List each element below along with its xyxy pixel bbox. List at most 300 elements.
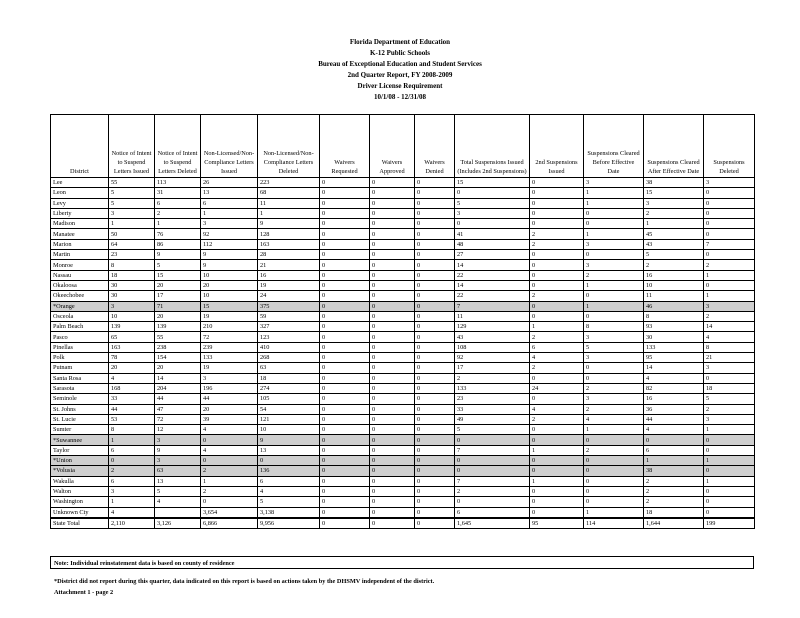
value-cell: 3 [455, 208, 530, 218]
value-cell: 18 [258, 373, 320, 383]
district-cell: *Orange [51, 301, 109, 311]
value-cell: 0 [370, 353, 415, 363]
value-cell [155, 507, 201, 518]
district-cell: Lee [51, 178, 109, 188]
value-cell: 5 [455, 198, 530, 208]
value-cell: 0 [584, 363, 644, 373]
district-cell: *Volusia [51, 466, 109, 476]
value-cell: 199 [704, 518, 755, 529]
value-cell: 44 [109, 404, 155, 414]
col-district: District [51, 115, 109, 178]
value-cell: 16 [644, 270, 704, 280]
value-cell: 0 [370, 383, 415, 393]
value-cell: 9 [258, 219, 320, 229]
value-cell: 5 [109, 198, 155, 208]
value-cell: 55 [109, 178, 155, 188]
table-row [51, 270, 755, 280]
value-cell: 0 [415, 342, 455, 352]
value-cell: 63 [258, 363, 320, 373]
value-cell: 2 [455, 373, 530, 383]
value-cell: 24 [530, 383, 584, 393]
value-cell: 3 [584, 394, 644, 404]
total-row [51, 518, 755, 529]
value-cell: 8 [644, 311, 704, 321]
value-cell: 0 [415, 383, 455, 393]
value-cell: 0 [530, 456, 584, 466]
value-cell: 0 [415, 353, 455, 363]
value-cell: 0 [415, 198, 455, 208]
district-cell: Palm Beach [51, 322, 109, 332]
value-cell: 0 [704, 219, 755, 229]
value-cell: 0 [320, 466, 370, 476]
value-cell: 0 [320, 260, 370, 270]
value-cell: 0 [320, 342, 370, 352]
value-cell: 30 [109, 291, 155, 301]
value-cell: 0 [415, 373, 455, 383]
value-cell: 0 [320, 178, 370, 188]
value-cell: 23 [455, 394, 530, 404]
value-cell: 39 [201, 414, 258, 424]
value-cell: 11 [644, 291, 704, 301]
district-cell: Pasco [51, 332, 109, 342]
value-cell: 15 [155, 270, 201, 280]
value-cell: 0 [320, 363, 370, 373]
value-cell: 0 [415, 229, 455, 239]
value-cell: 65 [109, 332, 155, 342]
value-cell: 1 [530, 322, 584, 332]
value-cell: 18 [109, 270, 155, 280]
value-cell: 13 [201, 188, 258, 198]
value-cell: 0 [370, 188, 415, 198]
value-cell: 30 [109, 280, 155, 290]
value-cell: 5 [704, 394, 755, 404]
col-waivers-approved: Waivers Approved [370, 115, 415, 178]
value-cell: 6 [644, 445, 704, 455]
table-row [51, 229, 755, 239]
value-cell: 0 [415, 456, 455, 466]
value-cell: 30 [644, 332, 704, 342]
value-cell: 1 [258, 208, 320, 218]
value-cell: 5 [155, 486, 201, 496]
value-cell: 2 [584, 383, 644, 393]
value-cell: 123 [258, 332, 320, 342]
value-cell: 0 [530, 219, 584, 229]
value-cell: 1 [584, 198, 644, 208]
value-cell: 14 [704, 322, 755, 332]
value-cell: 0 [320, 394, 370, 404]
value-cell: 0 [370, 476, 415, 486]
value-cell: 45 [644, 229, 704, 239]
value-cell: 0 [704, 229, 755, 239]
table-row [51, 332, 755, 342]
value-cell: 59 [258, 311, 320, 321]
value-cell: 0 [415, 219, 455, 229]
value-cell: 7 [455, 476, 530, 486]
value-cell: 0 [704, 188, 755, 198]
value-cell: 0 [370, 507, 415, 518]
district-cell: Levy [51, 198, 109, 208]
value-cell: 0 [530, 435, 584, 445]
value-cell: 0 [320, 332, 370, 342]
district-cell: Leon [51, 188, 109, 198]
value-cell: 0 [201, 456, 258, 466]
value-cell: 95 [644, 353, 704, 363]
value-cell: 92 [455, 353, 530, 363]
value-cell: 0 [704, 507, 755, 518]
value-cell: 0 [320, 507, 370, 518]
district-cell: Marion [51, 239, 109, 249]
value-cell: 0 [415, 301, 455, 311]
value-cell: 0 [530, 373, 584, 383]
value-cell: 0 [370, 456, 415, 466]
value-cell: 0 [530, 270, 584, 280]
value-cell: 9 [155, 250, 201, 260]
col-waivers-denied: Waivers Denied [415, 115, 455, 178]
value-cell: 129 [455, 322, 530, 332]
district-cell: Monroe [51, 260, 109, 270]
value-cell: 46 [644, 301, 704, 311]
value-cell: 0 [530, 486, 584, 496]
value-cell: 0 [370, 239, 415, 249]
value-cell: 0 [320, 353, 370, 363]
value-cell: 0 [415, 486, 455, 496]
value-cell: 4 [201, 425, 258, 435]
value-cell: 3 [155, 456, 201, 466]
district-cell: St. Johns [51, 404, 109, 414]
value-cell: 93 [644, 322, 704, 332]
value-cell: 15 [455, 178, 530, 188]
value-cell: 163 [109, 342, 155, 352]
value-cell: 3 [109, 208, 155, 218]
value-cell: 0 [320, 208, 370, 218]
value-cell: 0 [704, 250, 755, 260]
value-cell: 6 [109, 445, 155, 455]
value-cell: 2 [155, 208, 201, 218]
value-cell: 121 [258, 414, 320, 424]
col-suspensions-deleted: Suspensions Deleted [704, 115, 755, 178]
value-cell: 1 [584, 425, 644, 435]
value-cell: 0 [370, 363, 415, 373]
value-cell: 2 [644, 497, 704, 507]
value-cell: 9,956 [258, 518, 320, 529]
value-cell: 64 [109, 239, 155, 249]
col-noncompliance-issued: Non-Licensed/Non-Compliance Letters Issued [201, 115, 258, 178]
value-cell: 3,126 [155, 518, 201, 529]
value-cell: 0 [370, 322, 415, 332]
value-cell: 0 [370, 250, 415, 260]
table-row [51, 383, 755, 393]
value-cell: 0 [704, 497, 755, 507]
value-cell: 17 [455, 363, 530, 373]
value-cell: 1,644 [644, 518, 704, 529]
value-cell: 1 [109, 497, 155, 507]
value-cell: 2 [530, 414, 584, 424]
value-cell: 5 [258, 497, 320, 507]
value-cell: 44 [644, 414, 704, 424]
value-cell: 0 [584, 291, 644, 301]
value-cell: 0 [415, 208, 455, 218]
value-cell: 0 [320, 518, 370, 529]
value-cell: 71 [155, 301, 201, 311]
table-row [51, 260, 755, 270]
col-notice-issued: Notice of Intent to Suspend Letters Issued [109, 115, 155, 178]
value-cell: 0 [320, 270, 370, 280]
value-cell: 7 [455, 445, 530, 455]
value-cell: 0 [415, 270, 455, 280]
table-row [51, 208, 755, 218]
value-cell: 36 [644, 404, 704, 414]
value-cell: 95 [530, 518, 584, 529]
value-cell: 210 [201, 322, 258, 332]
value-cell: 108 [455, 342, 530, 352]
value-cell: 0 [530, 250, 584, 260]
value-cell: 114 [584, 518, 644, 529]
value-cell: 3 [201, 219, 258, 229]
value-cell: 133 [455, 383, 530, 393]
value-cell: 2 [530, 291, 584, 301]
value-cell: 33 [455, 404, 530, 414]
value-cell: 1 [584, 280, 644, 290]
col-cleared-before: Suspensions Cleared Before Effective Date [584, 115, 644, 178]
value-cell: 0 [584, 456, 644, 466]
value-cell: 10 [109, 311, 155, 321]
district-cell: State Total [51, 518, 109, 529]
district-cell: Okaloosa [51, 280, 109, 290]
value-cell: 0 [370, 311, 415, 321]
value-cell: 0 [415, 445, 455, 455]
district-cell: Nassau [51, 270, 109, 280]
value-cell: 0 [415, 466, 455, 476]
value-cell: 0 [584, 435, 644, 445]
value-cell: 0 [370, 208, 415, 218]
table-row [51, 178, 755, 188]
value-cell: 0 [370, 445, 415, 455]
value-cell: 4 [258, 486, 320, 496]
table-row [51, 322, 755, 332]
value-cell: 16 [644, 394, 704, 404]
table-row [51, 363, 755, 373]
value-cell: 1 [644, 219, 704, 229]
value-cell: 3 [704, 301, 755, 311]
value-cell: 1 [704, 270, 755, 280]
district-cell: Sumter [51, 425, 109, 435]
value-cell: 12 [155, 425, 201, 435]
value-cell: 0 [370, 435, 415, 445]
value-cell: 10 [201, 270, 258, 280]
header-line-3: Bureau of Exceptional Education and Student Services [318, 60, 482, 68]
value-cell: 0 [320, 414, 370, 424]
value-cell: 0 [201, 435, 258, 445]
value-cell: 0 [584, 497, 644, 507]
value-cell: 7 [455, 301, 530, 311]
value-cell: 5 [584, 342, 644, 352]
value-cell: 0 [370, 414, 415, 424]
value-cell: 0 [415, 476, 455, 486]
value-cell: 31 [155, 188, 201, 198]
value-cell: 18 [644, 507, 704, 518]
value-cell: 8 [584, 322, 644, 332]
value-cell: 2 [530, 229, 584, 239]
table-row [51, 291, 755, 301]
value-cell: 0 [370, 219, 415, 229]
value-cell: 1,645 [455, 518, 530, 529]
value-cell: 20 [201, 404, 258, 414]
value-cell: 9 [155, 445, 201, 455]
table-row [51, 404, 755, 414]
value-cell: 72 [155, 414, 201, 424]
value-cell: 0 [415, 322, 455, 332]
district-cell: *Union [51, 456, 109, 466]
value-cell: 0 [530, 178, 584, 188]
value-cell: 0 [320, 239, 370, 249]
value-cell: 0 [415, 394, 455, 404]
value-cell: 14 [455, 260, 530, 270]
table-row [51, 311, 755, 321]
value-cell: 9 [201, 260, 258, 270]
value-cell: 0 [415, 425, 455, 435]
value-cell: 0 [320, 322, 370, 332]
value-cell: 0 [455, 497, 530, 507]
value-cell: 0 [320, 280, 370, 290]
table-row [51, 445, 755, 455]
table-row [51, 250, 755, 260]
value-cell: 15 [644, 188, 704, 198]
value-cell: 22 [455, 270, 530, 280]
value-cell: 112 [201, 239, 258, 249]
value-cell: 0 [415, 404, 455, 414]
driver-license-table [50, 114, 755, 529]
value-cell: 13 [155, 476, 201, 486]
value-cell: 274 [258, 383, 320, 393]
value-cell: 1 [584, 301, 644, 311]
value-cell: 18 [704, 383, 755, 393]
value-cell: 1 [584, 229, 644, 239]
value-cell: 4 [530, 404, 584, 414]
value-cell: 0 [455, 456, 530, 466]
table-row [51, 476, 755, 486]
value-cell: 1 [704, 456, 755, 466]
value-cell: 0 [584, 311, 644, 321]
value-cell: 0 [704, 445, 755, 455]
value-cell: 0 [704, 373, 755, 383]
value-cell: 4 [584, 414, 644, 424]
value-cell: 6 [201, 198, 258, 208]
value-cell: 44 [201, 394, 258, 404]
value-cell: 0 [530, 280, 584, 290]
header-line-6: 10/1/08 - 12/31/08 [373, 93, 427, 101]
value-cell: 86 [155, 239, 201, 249]
value-cell: 1 [155, 219, 201, 229]
value-cell: 0 [530, 507, 584, 518]
value-cell: 0 [584, 208, 644, 218]
value-cell: 0 [370, 260, 415, 270]
value-cell: 4 [644, 425, 704, 435]
value-cell: 2 [584, 404, 644, 414]
value-cell: 1 [704, 476, 755, 486]
col-second-suspensions: 2nd Suspensions Issued [530, 115, 584, 178]
value-cell: 0 [415, 250, 455, 260]
table-row [51, 188, 755, 198]
value-cell: 1 [530, 476, 584, 486]
value-cell: 0 [320, 311, 370, 321]
value-cell: 4 [644, 373, 704, 383]
col-noncompliance-deleted: Non-Licensed/Non-Compliance Letters Deleted [258, 115, 320, 178]
table-row [51, 414, 755, 424]
district-cell: Osceola [51, 311, 109, 321]
report-header [0, 37, 800, 103]
value-cell: 2 [644, 260, 704, 270]
footnote: *District did not report during this quarter, data indicated on this report is based on actions taken by the DHSMV independent of the district. [54, 578, 435, 585]
district-cell: Putnam [51, 363, 109, 373]
value-cell: 48 [455, 239, 530, 249]
value-cell: 23 [109, 250, 155, 260]
value-cell: 0 [320, 373, 370, 383]
value-cell: 2 [530, 363, 584, 373]
value-cell: 136 [258, 466, 320, 476]
value-cell: 43 [644, 239, 704, 249]
value-cell: 0 [370, 342, 415, 352]
value-cell: 41 [455, 229, 530, 239]
value-cell: 0 [584, 250, 644, 260]
value-cell: 2 [704, 311, 755, 321]
value-cell: 113 [155, 178, 201, 188]
value-cell: 1 [584, 188, 644, 198]
value-cell: 0 [201, 497, 258, 507]
value-cell: 82 [644, 383, 704, 393]
table-body [51, 178, 755, 529]
table-row [51, 466, 755, 476]
note-row: Note: Individual reinstatement data is based on county of residence [50, 556, 754, 569]
value-cell: 133 [201, 353, 258, 363]
value-cell: 14 [155, 373, 201, 383]
value-cell: 0 [320, 229, 370, 239]
col-cleared-after: Suspensions Cleared After Effective Date [644, 115, 704, 178]
value-cell: 26 [201, 178, 258, 188]
value-cell: 105 [258, 394, 320, 404]
value-cell: 163 [258, 239, 320, 249]
value-cell: 0 [370, 518, 415, 529]
value-cell: 6,866 [201, 518, 258, 529]
value-cell: 22 [455, 291, 530, 301]
value-cell: 3 [584, 239, 644, 249]
value-cell: 28 [258, 250, 320, 260]
value-cell: 27 [455, 250, 530, 260]
value-cell: 0 [370, 229, 415, 239]
value-cell: 0 [258, 456, 320, 466]
table-row [51, 425, 755, 435]
value-cell: 20 [201, 280, 258, 290]
value-cell: 0 [530, 466, 584, 476]
value-cell: 38 [644, 178, 704, 188]
value-cell: 19 [201, 363, 258, 373]
value-cell: 3 [155, 435, 201, 445]
value-cell: 0 [455, 435, 530, 445]
value-cell: 2 [644, 486, 704, 496]
value-cell: 268 [258, 353, 320, 363]
value-cell: 21 [258, 260, 320, 270]
value-cell: 5 [644, 250, 704, 260]
value-cell: 0 [415, 518, 455, 529]
value-cell: 0 [370, 497, 415, 507]
value-cell: 196 [201, 383, 258, 393]
district-cell: Sarasota [51, 383, 109, 393]
value-cell: 4 [704, 332, 755, 342]
table-row [51, 435, 755, 445]
value-cell: 6 [109, 476, 155, 486]
value-cell: 410 [258, 342, 320, 352]
table-row [51, 507, 755, 518]
value-cell: 0 [704, 198, 755, 208]
